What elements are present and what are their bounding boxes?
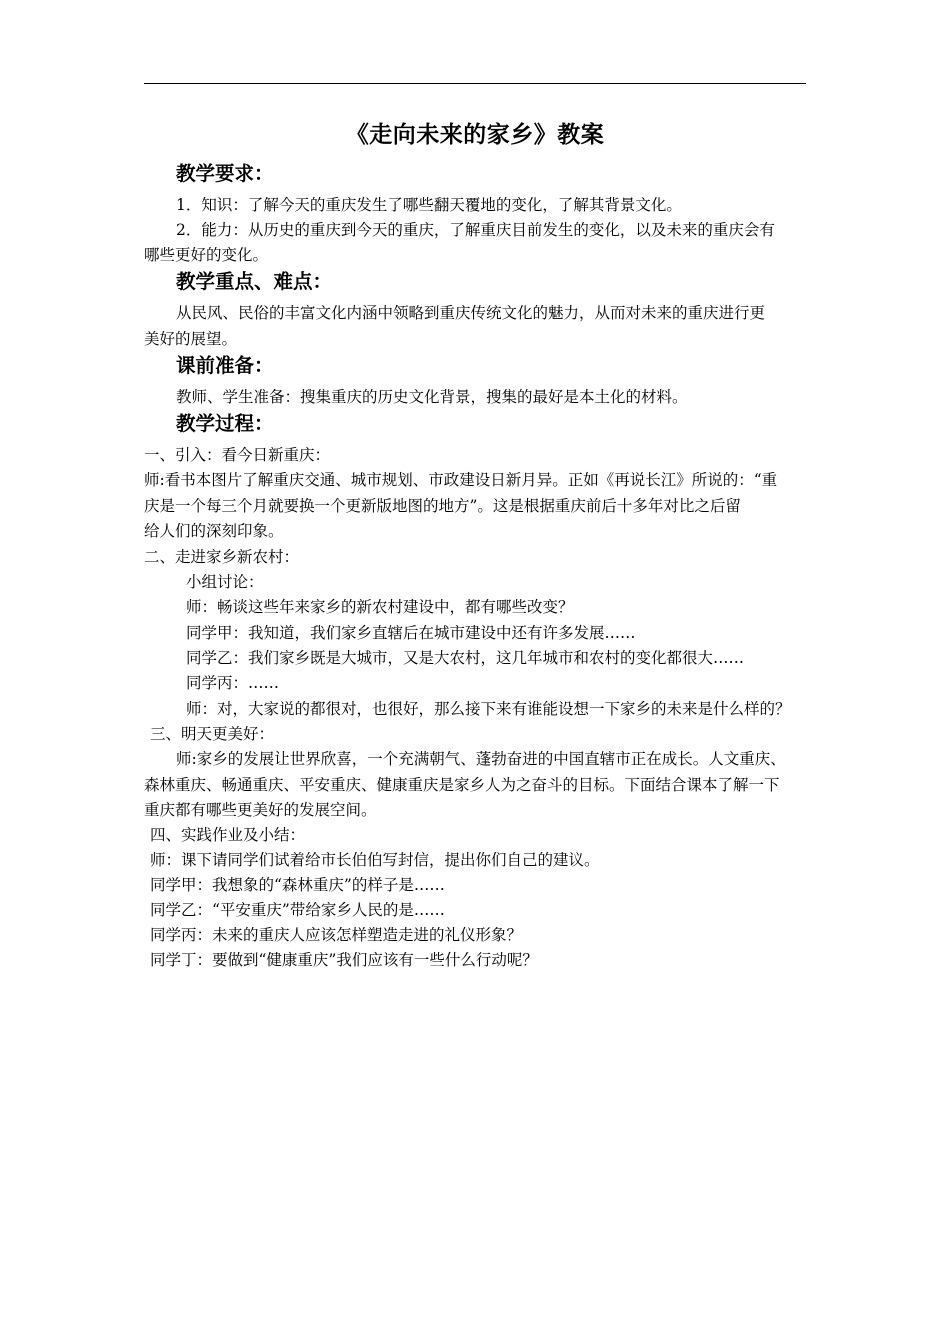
process-part-2-line-4: 同学乙：我们家乡既是大城市，又是大农村，这几年城市和农村的变化都很大…… [186,649,745,667]
process-part-4-line-4: 同学丙：未来的重庆人应该怎样塑造走进的礼仪形象？ [150,926,523,944]
process-part-2-line-6: 师：对，大家说的都很对，也很好，那么接下来有谁能设想一下家乡的未来是什么样的？ [186,700,791,718]
process-part-2-line-3: 同学甲：我知道，我们家乡直辖后在城市建设中还有许多发展…… [186,624,636,642]
process-part-4-title: 四、实践作业及小结： [150,826,306,844]
process-part-4-line-5: 同学丁：要做到“健康重庆”我们应该有一些什么行动呢？ [150,951,538,969]
process-part-3-line-2: 森林重庆、畅通重庆、平安重庆、健康重庆是家乡人为之奋斗的目标。下面结合课本了解一下 [144,776,780,794]
process-part-1-title: 一、引入：看今日新重庆： [144,446,331,464]
section-heading-preparation: 课前准备： [176,354,274,377]
process-part-4-line-1: 师：课下请同学们试着给市长伯伯写封信，提出你们自己的建议。 [150,851,600,869]
preparation-line: 教师、学生准备：搜集重庆的历史文化背景，搜集的最好是本土化的材料。 [176,388,688,406]
requirement-item-2-line-1: 2．能力：从历史的重庆到今天的重庆，了解重庆目前发生的变化，以及未来的重庆会有 [176,221,775,239]
document-title: 《走向未来的家乡》教案 [345,122,605,148]
header-rule [144,83,806,84]
process-part-3-line-3: 重庆都有哪些更美好的发展空间。 [144,801,377,819]
process-part-3-line-1: 师:家乡的发展让世界欣喜，一个充满朝气、蓬勃奋进的中国直辖市正在成长。人文重庆、 [176,750,786,768]
requirement-item-1: 1．知识：了解今天的重庆发生了哪些翻天覆地的变化，了解其背景文化。 [176,196,682,214]
process-part-4-line-3: 同学乙：“平安重庆”带给家乡人民的是…… [150,901,445,919]
key-points-line-2: 美好的展望。 [144,330,238,348]
key-points-line-1: 从民风、民俗的丰富文化内涵中领略到重庆传统文化的魅力，从而对未来的重庆进行更 [176,304,766,322]
process-part-1-line-2: 庆是一个每三个月就要换一个更新版地图的地方”。这是根据重庆前后十多年对比之后留 [144,497,741,515]
process-part-2-title: 二、走进家乡新农村： [144,548,300,566]
requirement-item-2-line-2: 哪些更好的变化。 [144,246,269,264]
process-part-2-line-1: 小组讨论： [186,573,264,591]
process-part-1-line-3: 给人们的深刻印象。 [144,522,284,540]
process-part-2-line-2: 师：畅谈这些年来家乡的新农村建设中，都有哪些改变？ [186,598,574,616]
process-part-3-title: 三、明天更美好： [150,725,275,743]
process-part-4-line-2: 同学甲：我想象的“森林重庆”的样子是…… [150,876,445,894]
process-part-1-line-1: 师:看书本图片了解重庆交通、城市规划、市政建设日新月异。正如《再说长江》所说的：“重 [144,471,778,489]
section-heading-requirements: 教学要求： [176,162,274,185]
process-part-2-line-5: 同学丙：…… [186,674,280,692]
section-heading-process: 教学过程： [176,412,274,435]
section-heading-key-points: 教学重点、难点： [176,270,333,293]
